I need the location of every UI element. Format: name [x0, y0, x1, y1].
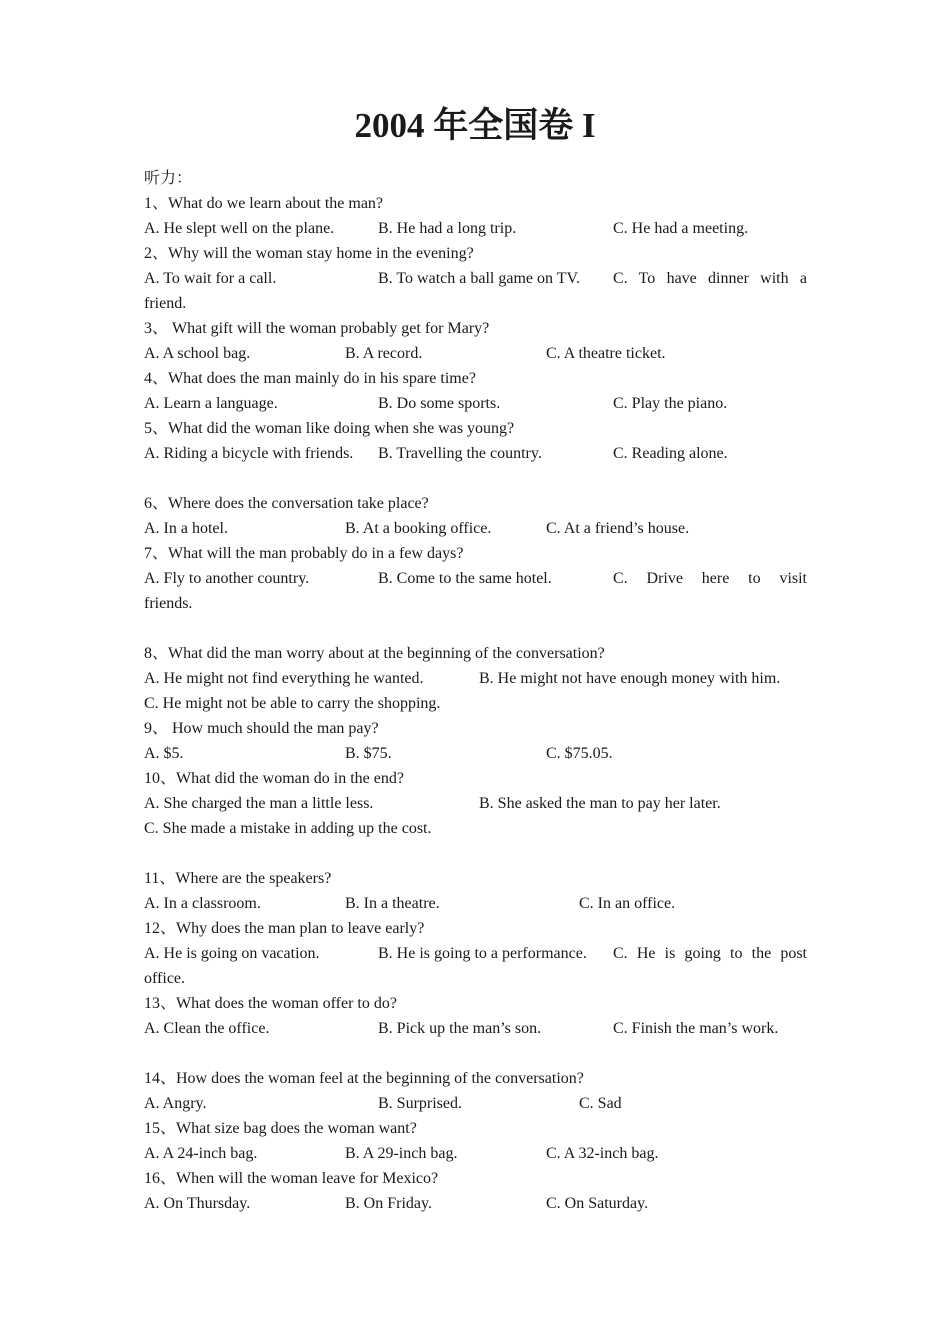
- options-12: [144, 941, 807, 991]
- option-c: C. Reading alone.: [613, 445, 728, 462]
- option-b: B. She asked the man to pay her later.: [479, 795, 721, 812]
- option-b: B. In a theatre.: [345, 895, 440, 912]
- question-12: 12、Why does the man plan to leave early?: [144, 920, 425, 937]
- option-b: B. To watch a ball game on TV.: [378, 270, 580, 287]
- option-a: A. Learn a language.: [144, 395, 278, 412]
- options-6: [144, 516, 807, 541]
- option-c: C. A theatre ticket.: [546, 345, 666, 362]
- options-5: [144, 441, 807, 466]
- page-title: 2004 年全国卷 I: [354, 106, 596, 145]
- option-c: C. He had a meeting.: [613, 220, 749, 237]
- options-11: [144, 891, 807, 916]
- options-3: [144, 341, 807, 366]
- options-7: [144, 566, 807, 616]
- option-a: A. On Thursday.: [144, 1195, 251, 1212]
- option-a: A. To wait for a call.: [144, 270, 277, 287]
- options-9: [144, 741, 807, 766]
- option-b: B. $75.: [345, 745, 392, 762]
- option-c: C. She made a mistake in adding up the cost.: [144, 820, 432, 837]
- option-a: A. Angry.: [144, 1095, 207, 1112]
- question-4: 4、What does the man mainly do in his spare time?: [144, 370, 476, 387]
- options-2: [144, 266, 807, 316]
- option-b: B. A record.: [345, 345, 423, 362]
- question-9: 9、 How much should the man pay?: [144, 720, 379, 737]
- spacer: [144, 841, 807, 866]
- options-8: [144, 666, 807, 691]
- option-c: C. Finish the man’s work.: [613, 1020, 779, 1037]
- question-5: 5、What did the woman like doing when she was young?: [144, 420, 515, 437]
- option-b: B. Travelling the country.: [378, 445, 542, 462]
- spacer: [144, 466, 807, 491]
- section-heading: 听力：: [144, 170, 193, 187]
- question-13: 13、What does the woman offer to do?: [144, 995, 397, 1012]
- option-b: B. On Friday.: [345, 1195, 432, 1212]
- option-c: C. To have dinner with a: [613, 270, 807, 287]
- question-3: 3、 What gift will the woman probably get for Mary?: [144, 320, 490, 337]
- option-b: B. He is going to a performance.: [378, 945, 587, 962]
- question-8: 8、What did the man worry about at the beginning of the conversation?: [144, 645, 605, 662]
- option-c: C. A 32-inch bag.: [546, 1145, 659, 1162]
- question-1: 1、What do we learn about the man?: [144, 195, 384, 212]
- question-7: 7、What will the man probably do in a few days?: [144, 545, 464, 562]
- listening-section: [144, 166, 807, 1216]
- option-c-continued: friends.: [144, 595, 193, 612]
- options-13: [144, 1016, 807, 1041]
- option-c: C. Drive here to visit: [613, 570, 807, 587]
- option-a: A. He is going on vacation.: [144, 945, 320, 962]
- option-c-continued: office.: [144, 970, 186, 987]
- option-b: B. A 29-inch bag.: [345, 1145, 458, 1162]
- option-c: C. Play the piano.: [613, 395, 728, 412]
- option-c: C. In an office.: [579, 895, 676, 912]
- option-a: A. In a hotel.: [144, 520, 228, 537]
- option-a: A. Riding a bicycle with friends.: [144, 445, 354, 462]
- option-b: B. Pick up the man’s son.: [378, 1020, 542, 1037]
- option-c: C. Sad: [579, 1095, 622, 1112]
- question-15: 15、What size bag does the woman want?: [144, 1120, 417, 1137]
- options-1: [144, 216, 807, 241]
- option-a: A. He might not find everything he wanted.: [144, 670, 424, 687]
- question-14: 14、How does the woman feel at the beginning of the conversation?: [144, 1070, 584, 1087]
- option-c: C. At a friend’s house.: [546, 520, 690, 537]
- option-a: A. Clean the office.: [144, 1020, 270, 1037]
- option-c: C. He is going to the post: [613, 945, 807, 962]
- question-2: 2、Why will the woman stay home in the evening?: [144, 245, 474, 262]
- options-15: [144, 1141, 807, 1166]
- option-c: C. He might not be able to carry the shopping.: [144, 695, 441, 712]
- option-a: A. In a classroom.: [144, 895, 261, 912]
- option-c: C. On Saturday.: [546, 1195, 649, 1212]
- option-b: B. He had a long trip.: [378, 220, 517, 237]
- question-6: 6、Where does the conversation take place?: [144, 495, 429, 512]
- option-b: B. Come to the same hotel.: [378, 570, 552, 587]
- option-a: A. Fly to another country.: [144, 570, 310, 587]
- question-16: 16、When will the woman leave for Mexico?: [144, 1170, 439, 1187]
- options-16: [144, 1191, 807, 1216]
- option-c-continued: friend.: [144, 295, 187, 312]
- question-11: 11、Where are the speakers?: [144, 870, 332, 887]
- option-b: B. At a booking office.: [345, 520, 492, 537]
- option-a: A. She charged the man a little less.: [144, 795, 374, 812]
- option-a: A. A school bag.: [144, 345, 251, 362]
- options-10: [144, 791, 807, 816]
- options-4: [144, 391, 807, 416]
- option-b: B. He might not have enough money with him.: [479, 670, 781, 687]
- options-14: [144, 1091, 807, 1116]
- option-a: A. A 24-inch bag.: [144, 1145, 258, 1162]
- option-c: C. $75.05.: [546, 745, 613, 762]
- option-a: A. He slept well on the plane.: [144, 220, 335, 237]
- spacer: [144, 1041, 807, 1066]
- spacer: [144, 616, 807, 641]
- option-b: B. Do some sports.: [378, 395, 501, 412]
- option-a: A. $5.: [144, 745, 184, 762]
- option-b: B. Surprised.: [378, 1095, 462, 1112]
- question-10: 10、What did the woman do in the end?: [144, 770, 404, 787]
